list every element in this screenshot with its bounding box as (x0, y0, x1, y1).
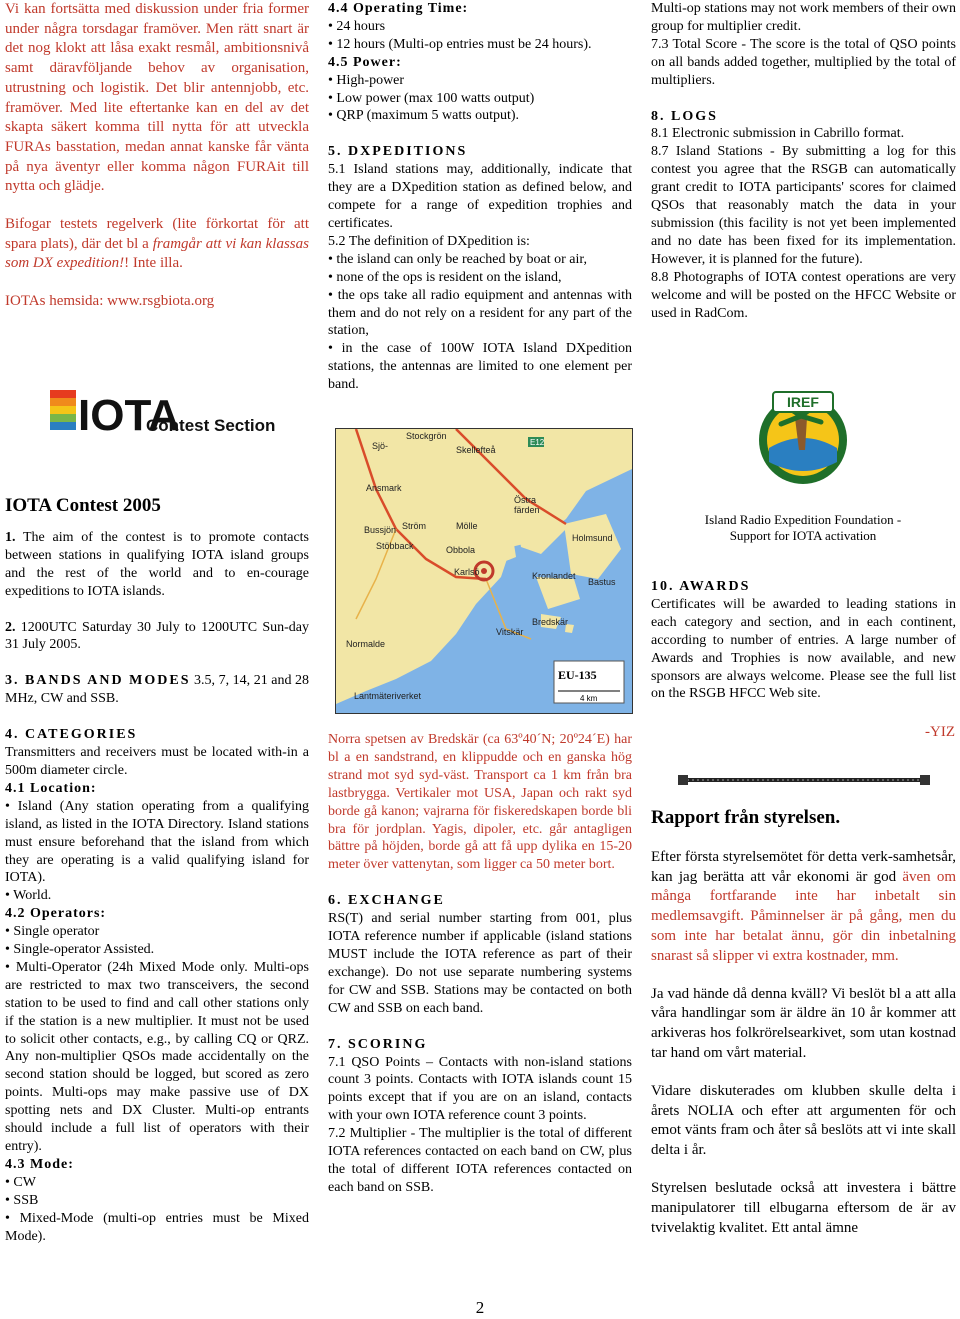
map-scale-label: 4 km (580, 694, 598, 703)
iref-caption-text: Island Radio Expedition Foundation - Support for IOTA activation (704, 512, 902, 543)
iref-logo-icon (755, 388, 851, 488)
rule-42-single: • Single operator (5, 924, 100, 940)
rule-44-24h: • 24 hours (328, 18, 386, 34)
cable-divider (678, 770, 930, 790)
rule-52-text: 5.2 The definition of DXpedition is: (328, 233, 530, 249)
left-rules-column (5, 497, 309, 1245)
map-place-label: Normalde (346, 639, 386, 649)
map-place-label: Bastus (588, 577, 616, 587)
rule-81-text: 8.1 Electronic submission in Cabrillo format. (651, 126, 905, 142)
iota-homepage-link[interactable]: IOTAs hemsida: www.rsgbiota.org (5, 293, 215, 310)
rule-7-heading: 7. SCORING (328, 1036, 428, 1052)
right-rules-top (651, 0, 956, 322)
page-number: 2 (475, 1298, 485, 1317)
report-p1-text-b: även om många fortfarande inte har inbetalt sin medlemsavgift. Påminnelser är på gång, men du som inte har betalat ännu, gör din inbetalning snarast så slipper vi extra kostnader, mm. (651, 868, 957, 964)
map-place-label: Östra (514, 495, 537, 505)
contest-section-label: Contest Section (146, 416, 276, 435)
rule-1-text: The aim of the contest is to promote contacts between stations in qualifying IOTA island groups and the rest of the world and to en-courage expeditions to IOTA islands. (5, 529, 309, 599)
map-road-label: E12 (530, 438, 545, 447)
rule-2-text: 1200UTC Saturday 30 July to 1200UTC Sun-day 31 July 2005. (5, 619, 309, 653)
iref-caption (700, 512, 906, 544)
rule-73-text: 7.3 Total Score - The score is the total of QSO points on all bands added together, multiplied by the total of multipliers. (651, 36, 956, 88)
map-place-label: Stockgrön (406, 431, 447, 441)
intro-paragraph: Vi kan fortsätta med diskussion under fria former under några torsdagar framöver. Men rätt snart är det nog klokt att låsa exakt resmål, ambitionsnivå samt däravföljande behov av organisation, utrustning och logistik. Det blir antennjobb, etc. framöver. Med lite eftertanke kan en del av det skapta säkert komma till nytta för att utveckla FURAs basstation, medan annat kanske får vänta på nya äventyr eller komma någon FURAit till nytta och glädje. (5, 1, 309, 195)
rule-72-text: 7.2 Multiplier - The multiplier is the total of different IOTA references contacted on each band on CW, plus the total of different IOTA references contacted on each band on SSB. (328, 1126, 632, 1195)
map-place-label: färden (514, 505, 540, 515)
map-eu-label: EU-135 (558, 668, 597, 682)
rule-87-text: 8.7 Island Stations - By submitting a log for this contest you agree that the RSGB can automatically grant credit to IOTA participants' scores for claimed QSOs that reasonably match the data in your submission (this facility is not yet been implemented and no date has been fixed for its implementation. However, it is planned for the future). (651, 144, 956, 267)
middle-rules-top (328, 0, 632, 394)
rules-note-text-c: ! Inte illa. (124, 255, 183, 272)
map-graphic (336, 429, 632, 713)
rule-52-antennas: • in the case of 100W IOTA Island DXpedition stations, the antennas are limited to one element per band. (328, 341, 632, 393)
right-awards (651, 578, 956, 703)
left-intro (5, 0, 309, 312)
multiop-note: Multi-op stations may not work members of their own group for multiplier credit. (651, 1, 956, 34)
contest-title: IOTA Contest 2005 (5, 495, 161, 516)
rule-4-text: Transmitters and receivers must be located with-in a 500m diameter circle. (5, 745, 309, 778)
iref-logo-text: IREF (787, 394, 819, 410)
map-place-label: Kronlandet (532, 571, 576, 581)
rule-1-num: 1. (5, 529, 16, 545)
report-p1-text-a: Efter första styrelsemötet för detta verk-samhetsår, kan jag berätta att vår ekonomi är god (651, 848, 956, 885)
iota-logo-wordmark: IOTA (78, 391, 180, 438)
rule-10-heading: 10. AWARDS (651, 579, 751, 594)
report-title: Rapport från styrelsen. (651, 807, 841, 828)
rule-51-text: 5.1 Island stations may, additionally, indicate that they are a DXpedition station as defined below, and compete for a range of expedition trophies and certificates. (328, 162, 632, 231)
report-paragraph-2: Ja vad hände då denna kväll? Vi beslöt bl a att alla våra handlingar som är äldre än 10 år kommer att arkiveras hos folkrörelsearkivet, som utan kostnad tar hand om vårt material. (651, 985, 956, 1061)
rule-43-heading: 4.3 Mode: (5, 1156, 74, 1172)
rule-1 (5, 529, 309, 601)
island-map (335, 428, 633, 714)
rule-6-heading: 6. EXCHANGE (328, 893, 445, 909)
map-place-label: Lantmäteriverket (354, 691, 422, 701)
map-place-label: Bredskär (532, 617, 569, 627)
rule-3-text: 3.5, 7, 14, 21 and 28 MHz, CW and SSB. (5, 673, 309, 707)
rules-note-text-a: Bifogar testets regelverk (lite förkortat för att spara plats), där det bl a (5, 216, 309, 252)
rule-45-qrp: • QRP (maximum 5 watts output). (328, 108, 520, 124)
rule-52-equipment: • the ops take all radio equipment and antennas with them and do not rely on a resident for any part of the station, (328, 287, 632, 339)
rule-43-mixed: • Mixed-Mode (multi-op entries must be Mixed Mode). (5, 1210, 309, 1244)
rule-41-world: • World. (5, 888, 52, 904)
rule-42-heading: 4.2 Operators: (5, 906, 107, 922)
rule-10-text: Certificates will be awarded to leading stations in each category and section, and in each continent, according to number of entries. A large number of Awards and Trophies is now available, and new sponsors are always welcome. Please see the full list on the RSGB HFCC Web site. (651, 596, 956, 702)
rule-42-multi: • Multi-Operator (24h Mixed Mode only. Multi-ops are restricted to max two transceivers, the second station to be used to find and call other stations only if the station is a new multiplier. It must not be used to solicit other contacts, e.g., by calling CQ or QRZ. Any non-multiplier QSOs made accidentally on the second station should be logged, but scored as zero points. Multi-ops may make passive use of DX spotting nets and DX Cluster. Multi-op entrants should include a full list of operators with their entry). (5, 959, 309, 1154)
rule-45-low: • Low power (max 100 watts output) (328, 90, 535, 106)
map-place-label: Ansmark (366, 483, 402, 493)
rules-note-paragraph (5, 215, 309, 274)
rule-45-high: • High-power (328, 72, 405, 88)
rules-note-text-b: framgår att vi kan klassas som DX expedition! (5, 235, 309, 272)
signature: -YIZ (925, 724, 955, 740)
iref-logo (755, 388, 851, 488)
cable-icon (678, 770, 930, 790)
iota-logo-icon (48, 386, 288, 438)
map-place-label: Holmsund (572, 533, 613, 543)
rule-52-resident: • none of the ops is resident on the island, (328, 269, 562, 285)
rule-3 (5, 672, 309, 708)
rule-41-heading: 4.1 Location: (5, 780, 97, 796)
iota-contest-logo (48, 386, 288, 438)
report-paragraph-4: Styrelsen beslutade också att investera i bättre manipulatorer till elbugarna eftersom de är av tvivelaktig kvalitet. Ett antal ämne (651, 1179, 956, 1236)
map-caption: Norra spetsen av Bredskär (ca 63º40´N; 20º24´E) har bl a en sandstrand, en klippudde och en ganska hög strand mot syd syd-väst. Transport ca 1 km från bra lastbrygga. Vertikaler mot USA, Japan och rakt syd borde gå kanon; vajrarna för fiskeredskapen borde bli bra för jordplan. Yagis, dipoler, etc. går antagligen bättre på höjden, borde gå att få upp dylika en 15-20 meter över vattenytan, som ligger ca 50 meter bort. (328, 732, 632, 873)
rule-8-heading: 8. LOGS (651, 108, 718, 124)
board-report (651, 808, 956, 1238)
map-place-label: Skellefteå (456, 445, 496, 455)
map-place-label: Obbola (446, 545, 476, 555)
map-place-label: Bussjön (364, 525, 397, 535)
map-place-label: Mölle (456, 521, 478, 531)
rule-45-heading: 4.5 Power: (328, 54, 402, 70)
rule-43-ssb: • SSB (5, 1192, 39, 1208)
map-place-label: Stöbback (376, 541, 414, 551)
rule-71-text: 7.1 QSO Points – Contacts with non-island stations count 3 points. Contacts with IOTA islands count 15 points except that if you are on an island, contacts with your own IOTA reference count 3 points. (328, 1054, 632, 1124)
rule-5-heading: 5. DXPEDITIONS (328, 144, 468, 160)
rule-2 (5, 619, 309, 655)
rule-44-12h: • 12 hours (Multi-op entries must be 24 hours). (328, 36, 592, 52)
map-place-label: Karlsö (454, 567, 480, 577)
middle-rules-bottom (328, 731, 632, 1197)
rule-42-assisted: • Single-operator Assisted. (5, 942, 155, 958)
rule-41-island: • Island (Any station operating from a qualifying island, as listed in the IOTA Directory. Island stations must ensure beforehand that the island from which they are operating is a valid qualifying island for IOTA). (5, 798, 309, 886)
map-place-label: Sjö- (372, 441, 389, 451)
map-place-label: Vitskär (496, 627, 524, 637)
rule-43-cw: • CW (5, 1174, 36, 1190)
map-place-label: Ström (402, 521, 427, 531)
rule-4-heading: 4. CATEGORIES (5, 727, 138, 743)
rule-88-text: 8.8 Photographs of IOTA contest operations are very welcome and will be posted on the HFCC Website or used in RadCom. (651, 269, 956, 321)
rule-52-boat: • the island can only be reached by boat or air, (328, 251, 587, 267)
report-paragraph-1 (651, 848, 956, 967)
rule-3-heading: 3. BANDS AND MODES (5, 673, 191, 689)
report-paragraph-3: Vidare diskuterades om klubben skulle delta i årets NOLIA och efter att argumenten för och emot vänts fram och åter så beslöts att vi inte skall delta i år. (651, 1082, 956, 1159)
rule-2-num: 2. (5, 619, 16, 635)
rule-6-text: RS(T) and serial number starting from 001, plus IOTA reference number if applicable (island stations MUST include the IOTA reference as part of their exchange). Do not use separate numbering systems for CW and SSB. Stations may be contacted on both CW and SSB on each band. (328, 911, 632, 1016)
rule-44-heading: 4.4 Operating Time: (328, 1, 469, 16)
